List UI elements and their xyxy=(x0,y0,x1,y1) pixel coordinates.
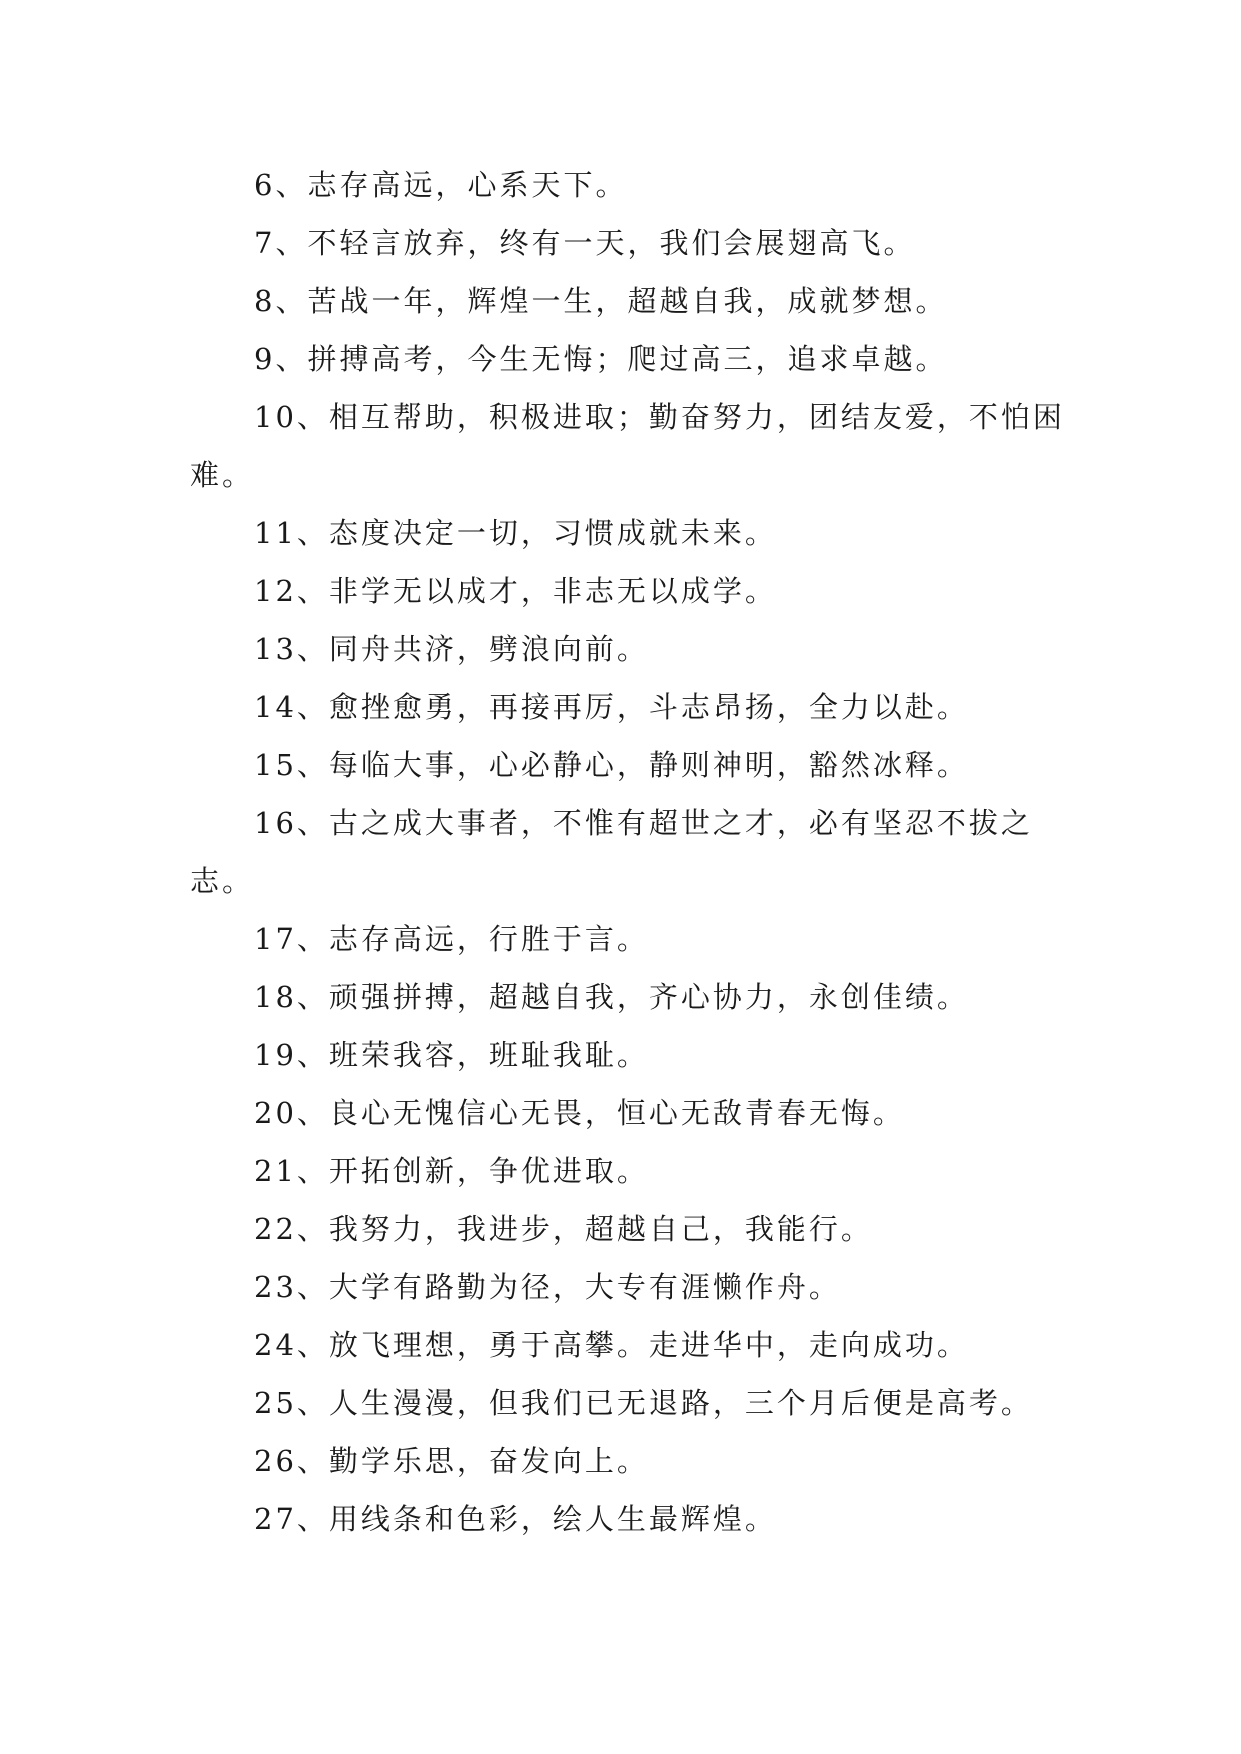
slogan-paragraph: 27、用线条和色彩，绘人生最辉煌。 xyxy=(254,1502,777,1536)
slogan-paragraph: 21、开拓创新，争优进取。 xyxy=(254,1154,649,1188)
slogan-paragraph: 20、良心无愧信心无畏，恒心无敌青春无悔。 xyxy=(254,1096,905,1130)
slogan-paragraph: 8、苦战一年，辉煌一生，超越自我，成就梦想。 xyxy=(254,284,948,318)
slogan-paragraph: 15、每临大事，心必静心，静则神明，豁然冰释。 xyxy=(254,748,969,782)
slogan-paragraph: 22、我努力，我进步，超越自己，我能行。 xyxy=(254,1212,873,1246)
slogan-paragraph: 23、大学有路勤为径，大专有涯懒作舟。 xyxy=(254,1270,841,1304)
slogan-paragraph: 14、愈挫愈勇，再接再厉，斗志昂扬，全力以赴。 xyxy=(254,690,969,724)
slogan-paragraph: 26、勤学乐思，奋发向上。 xyxy=(254,1444,649,1478)
slogan-paragraph: 24、放飞理想，勇于高攀。走进华中，走向成功。 xyxy=(254,1328,969,1362)
slogan-paragraph: 7、不轻言放弃，终有一天，我们会展翅高飞。 xyxy=(254,226,916,260)
slogan-paragraph: 13、同舟共济，劈浪向前。 xyxy=(254,632,649,666)
slogan-paragraph: 9、拼搏高考，今生无悔；爬过高三，追求卓越。 xyxy=(254,342,948,376)
slogan-paragraph: 19、班荣我容，班耻我耻。 xyxy=(254,1038,649,1072)
slogan-paragraph: 25、人生漫漫，但我们已无退路，三个月后便是高考。 xyxy=(254,1386,1033,1420)
slogan-paragraph: 11、态度决定一切，习惯成就未来。 xyxy=(254,516,777,550)
document-body xyxy=(190,156,1080,1548)
slogan-paragraph: 6、志存高远，心系天下。 xyxy=(254,168,628,202)
slogan-paragraph: 16、古之成大事者，不惟有超世之才，必有坚忍不拔之志。 xyxy=(190,806,1033,898)
slogan-paragraph: 18、顽强拼搏，超越自我，齐心协力，永创佳绩。 xyxy=(254,980,969,1014)
slogan-paragraph: 17、志存高远，行胜于言。 xyxy=(254,922,649,956)
slogan-paragraph: 10、相互帮助，积极进取；勤奋努力，团结友爱，不怕困难。 xyxy=(190,400,1065,492)
slogan-paragraph: 12、非学无以成才，非志无以成学。 xyxy=(254,574,777,608)
